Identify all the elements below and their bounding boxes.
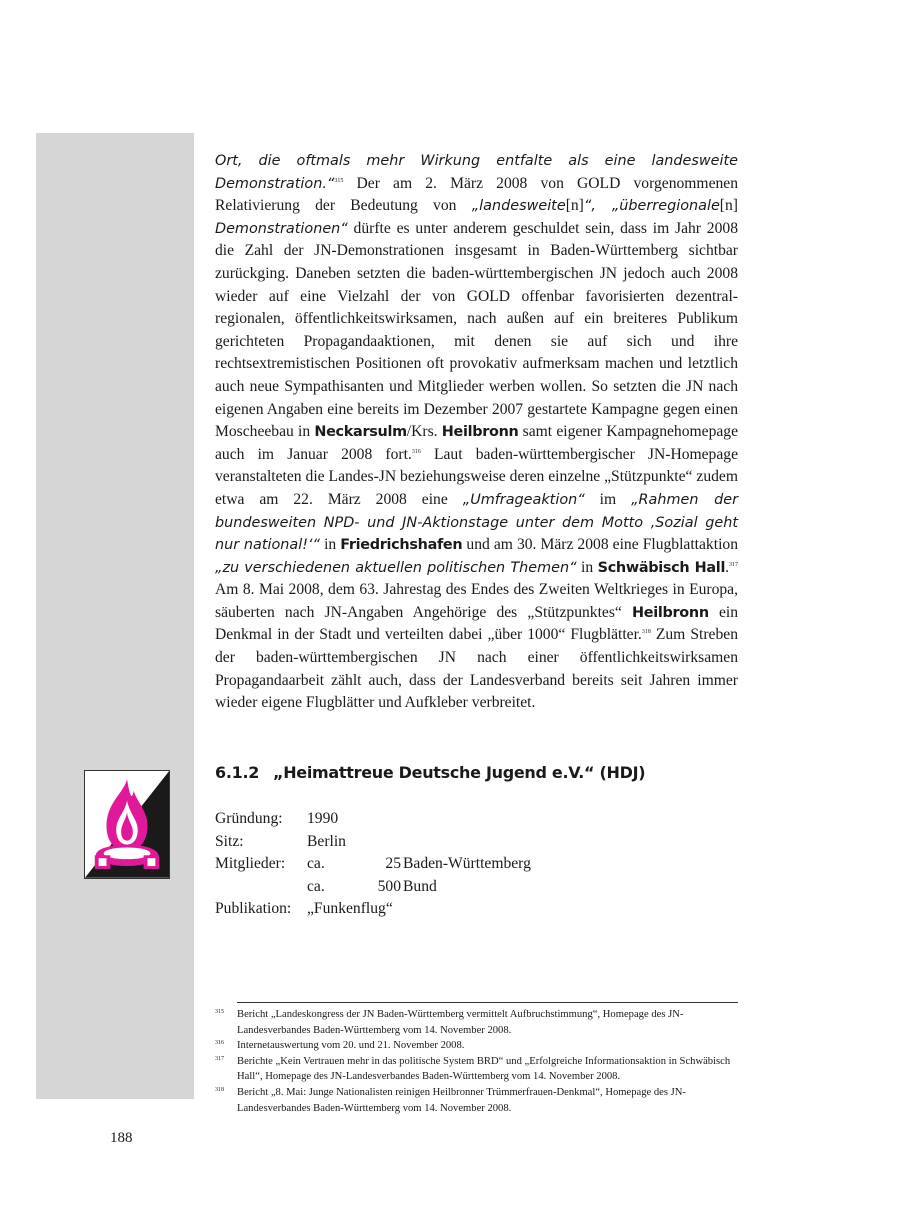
members-region: Baden-Württemberg [403,855,531,873]
members-count: 500 [377,877,401,895]
text-run: Laut baden-württembergischer JN-Homepage veranstalteten die Landes-JN beziehungsweise deren einzelne „Stützpunkte“ zudem etwa am 22. März 2008 eine [215,445,738,508]
text-run: Zum Streben der baden-württembergischen JN nach einer öffentlichkeitswirksamen Propagandaarbeit zählt auch, dass der Landesverband bereits seit Jahren immer wieder eigene Flugblätter und Aufkleber verbreitet. [215,626,738,712]
text-run: Am 8. Mai 2008, dem 63. Jahrestag des Endes des Zweiten Weltkrieges in Europa, säuberten nach JN-Angaben Angehörige des „Stützpunktes“ [215,581,738,621]
footnote-ref: 317 [728,561,738,568]
publication-value: „Funkenflug“ [307,900,393,918]
text-run: im [584,490,632,508]
footnote-ref: 315 [334,177,344,184]
main-paragraph [215,150,738,715]
quote-text: „Umfrageaktion“ [462,491,585,508]
footnote-item [215,1038,738,1054]
footnote-divider [237,1002,738,1003]
footnote-ref: 316 [411,448,421,455]
section-title: „Heimattreue Deutsche Jugend e.V.“ (HDJ) [273,763,646,782]
footnote-text: Bericht „Landeskongress der JN Baden-Württemberg vermittelt Aufbruchstimmung“, Homepage des JN-Landesverbandes Baden-Württemberg vom 14. November 2008. [237,1009,684,1036]
text-run: [n] [565,197,584,215]
section-heading [215,763,738,782]
seat-label: Sitz: [215,832,244,850]
text-run: in [320,536,341,554]
text-run: ein Denkmal in der Stadt und verteilten dabei „über 1000“ Flugblätter. [215,603,738,644]
quote-text: „zu verschiedenen aktuellen politischen Themen“ [215,559,577,576]
members-prefix: ca. [307,855,325,873]
text-run: . [725,558,729,576]
footnote-item [215,1007,738,1038]
footnote-text: Internetauswertung vom 20. und 21. November 2008. [237,1040,465,1052]
footnote-text: Berichte „Kein Vertrauen mehr in das politische System BRD“ und „Erfolgreiche Informationsaktion in Schwäbisch Hall“, Homepage des JN-Landesverbandes Baden-Württemberg vom 14. November 2008. [237,1055,731,1083]
text-run: in [576,558,598,576]
quote-text: „Rahmen der bundesweiten NPD- und JN-Aktionstage unter dem Motto ‚Sozial geht nur national!‘“ [215,491,738,554]
place-name: Heilbronn [441,424,519,441]
text-run: Der am 2. März 2008 von GOLD vorgenommenen Relativierung der Bedeutung von [215,174,738,215]
text-run: samt eigener Kampagnehomepage auch im Januar 2008 fort. [215,423,739,463]
section-number: 6.1.2 [215,763,260,782]
flame-emblem-icon [84,770,170,879]
footnote-ref: 318 [641,629,651,636]
quote-text: „landesweite [471,198,566,215]
quote-text: “, „überregionale [583,198,720,215]
seat-value: Berlin [307,832,346,850]
place-name: Friedrichshafen [340,537,463,554]
text-run: und am 30. März 2008 eine Flugblattaktion [462,536,738,554]
place-name: Schwäbisch Hall [597,559,726,576]
place-name: Neckarsulm [314,424,407,441]
footnotes [215,1002,738,1116]
text-run: [n] [719,197,738,215]
quote-text: Ort, die oftmals mehr Wirkung entfalte als eine landesweite Demonstration.“ [215,153,738,192]
text-run: dürfte es unter anderem geschuldet sein, dass im Jahr 2008 die Zahl der JN-Demonstrationen insgesamt in Baden-Württemberg sichtbar zurückging. Daneben setzten die baden-württembergischen JN jedoch auch 2008 wieder auf eine Vielzahl der von GOLD offenbar favorisierten dezentral-regionalen, öffentlichkeitswirksamen, nach außen auf ein breiteres Publikum gerichteten Propagandaaktionen, mit denen sie auf sich und ihre rechtsextremistischen Positionen oft provokativ aufmerksam machen und letztlich auch neue Sympathisanten und Mitglieder werben wollen. So setzten die JN nach eigenen Angaben eine bereits im Dezember 2007 gestartete Kampagne gegen einen Moscheebau in [215,219,738,441]
founding-label: Gründung: [215,810,283,827]
footnote-number: 316 [215,1040,224,1047]
members-label: Mitglieder: [215,855,286,873]
members-count: 25 [385,855,401,873]
margin-sidebar [36,133,194,1099]
footnote-text: Bericht „8. Mai: Junge Nationalisten reinigen Heilbronner Trümmerfrauen-Denkmal“, Homepage des JN-Landesverbandes Baden-Württemberg vom 14. November 2008. [237,1086,686,1114]
members-prefix: ca. [307,877,325,895]
footnote-item [215,1054,738,1085]
footnote-item [215,1085,738,1116]
quote-text: Demonstrationen“ [215,220,348,237]
text-run: /Krs. [406,423,442,441]
footnote-number: 317 [215,1055,224,1062]
founding-value: 1990 [307,810,339,827]
footnote-number: 318 [215,1086,224,1093]
page-number: 188 [110,1130,133,1146]
publication-label: Publikation: [215,900,292,918]
place-name: Heilbronn [632,604,709,621]
footnote-number: 315 [215,1009,224,1015]
members-region: Bund [403,877,437,895]
